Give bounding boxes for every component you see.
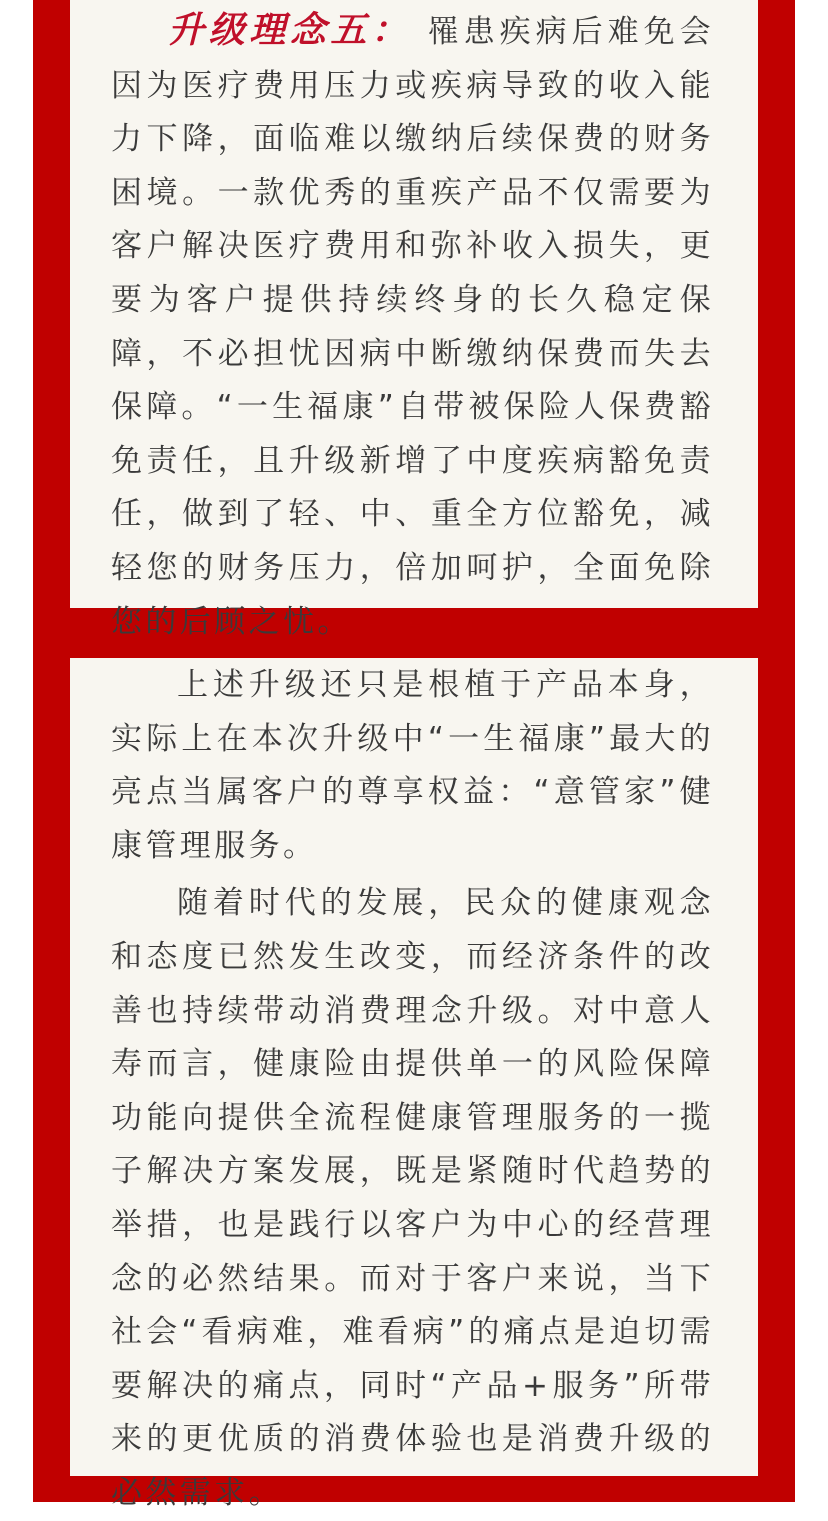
health-service-card (70, 658, 758, 1511)
section-body-text: 罹患疾病后难免会因为医疗费用压力或疾病导致的收入能力下降，面临难以缴纳后续保费的财务困境。一款优秀的重疾产品不仅需要为客户解决医疗费用和弥补收入损失，更要为客户提供持续终身的长久稳定保障，不必担忧因病中断缴纳保费而失去保障。“一生福康”自带被保险人保费豁免责任，且升级新增了中度疾病豁免责任，做到了轻、中、重全方位豁免，减轻您的财务压力，倍加呵护，全面免除您的后顾之忧。 (111, 14, 714, 640)
upgrade-concept-paragraph (111, 4, 714, 649)
upgrade-concept-card (70, 0, 758, 640)
paragraph-trend: 随着时代的发展，民众的健康观念和态度已然发生改变，而经济条件的改善也持续带动消费理念升级。对中意人寿而言，健康险由提供单一的风险保障功能向提供全流程健康管理服务的一揽子解决方案发展，既是紧随时代趋势的举措，也是践行以客户为中心的经营理念的必然结果。而对于客户来说，当下社会“看病难，难看病”的痛点是迫切需要解决的痛点，同时“产品+服务”所带来的更优质的消费体验也是消费升级的必然需求。 (111, 885, 714, 1511)
section-heading: 升级理念五： (168, 10, 412, 51)
paragraph-highlight: 上述升级还只是根植于产品本身，实际上在本次升级中“一生福康”最大的亮点当属客户的尊享权益：“意管家”健康管理服务。 (111, 667, 714, 864)
